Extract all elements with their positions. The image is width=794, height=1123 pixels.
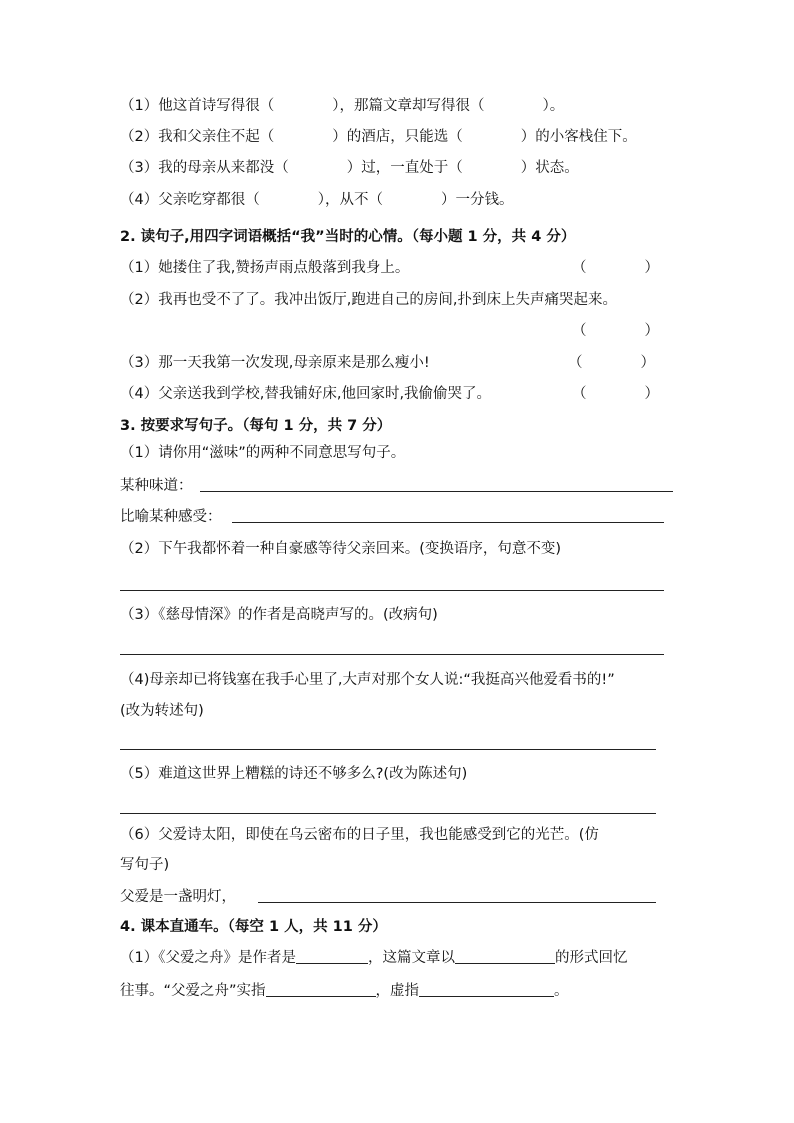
q3-answer-line-5[interactable] [120,813,656,814]
q3-item-4-line-1: （4)母亲却已将钱塞在我手心里了,大声对那个女人说:“我挺高兴他爱看书的!” [120,672,615,688]
q4-text-2c: 。 [554,983,569,999]
q4-text-2a: 往事。“父爱之舟”实指 [120,983,266,999]
q3-answer-line-feeling[interactable] [232,522,664,523]
q3-item-2: （2）下午我都怀着一种自豪感等待父亲回来。(变换语序，句意不变) [120,541,562,557]
q2-blank-4[interactable]: （ ） [572,386,659,402]
q4-text-1b: ，这篇文章以 [367,950,455,966]
q3-answer-line-6[interactable] [258,902,656,903]
q2-blank-1[interactable]: （ ） [572,260,659,276]
q3-answer-line-2[interactable] [120,590,664,591]
q3-item-6-line-1: （6）父爱诗太阳，即使在乌云密布的日子里，我也能感受到它的光芒。(仿 [120,827,599,843]
q3-item-6-line-2: 写句子) [120,857,170,873]
q2-blank-2[interactable]: （ ） [572,323,659,339]
q4-blank-literal[interactable] [266,980,376,997]
q3-item-4-line-2: (改为转述句) [120,703,204,719]
q2-item-4: （4）父亲送我到学校,替我铺好床,他回家时,我偷偷哭了。 [120,386,492,402]
q3-item-3: （3）《慈母情深》的作者是高晓声写的。(改病句) [120,607,438,623]
q1-item-4: （4）父亲吃穿都很（ ），从不（ ）一分钱。 [120,192,514,208]
q2-item-3: （3）那一天我第一次发现,母亲原来是那么瘦小! [120,355,430,371]
q4-blank-author[interactable] [296,947,368,964]
q4-text-1c: 的形式回忆 [554,950,628,966]
q4-line-2 [120,980,569,1001]
q3-label-taste: 某种味道： [120,478,193,494]
q2-blank-3[interactable]: （ ） [568,355,655,371]
q2-item-2: （2）我再也受不了了。我冲出饭厅,跑进自己的房间,扑到床上失声痛哭起来。 [120,292,617,308]
q3-title: 3. 按要求写句子。（每句 1 分，共 7 分） [120,418,392,434]
q3-answer-line-taste[interactable] [200,491,673,492]
q3-item-6-line-3: 父爱是一盏明灯， [120,889,236,905]
q4-blank-figurative[interactable] [419,980,554,997]
q3-item-1: （1）请你用“滋味”的两种不同意思写句子。 [120,445,406,461]
q3-item-5: （5）难道这世界上糟糕的诗还不够多么?(改为陈述句) [120,766,468,782]
q3-answer-line-4[interactable] [120,749,656,750]
q2-item-1: （1）她搂住了我,赞扬声雨点般落到我身上。 [120,260,410,276]
q3-answer-line-3[interactable] [120,654,664,655]
q3-label-feeling: 比喻某种感受： [120,509,222,525]
q4-blank-form[interactable] [455,947,555,964]
q4-text-2b: ，虚指 [375,983,420,999]
q1-item-1: （1）他这首诗写得很（ ），那篇文章却写得很（ ）。 [120,98,565,114]
q2-title: 2. 读句子,用四字词语概括“我”当时的心情。（每小题 1 分，共 4 分） [120,229,576,245]
q4-line-1 [120,947,627,968]
q1-item-3: （3）我的母亲从来都没（ ）过，一直处于（ ）状态。 [120,160,579,176]
q1-item-2: （2）我和父亲住不起（ ）的酒店，只能选（ ）的小客栈住下。 [120,129,637,145]
q4-title: 4. 课本直通车。（每空 1 人，共 11 分） [120,919,387,935]
q4-text-1a: （1）《父爱之舟》是作者是 [120,950,296,966]
